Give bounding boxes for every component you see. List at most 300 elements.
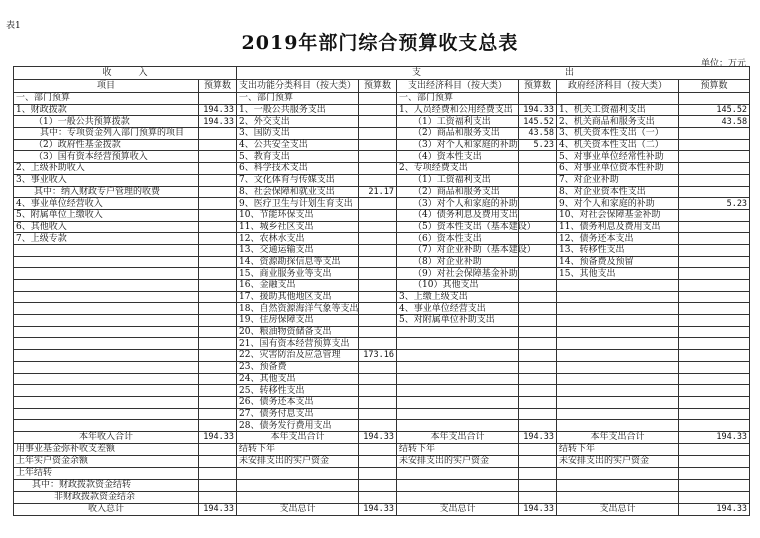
table-cell: 3、上缴上级支出 — [397, 291, 519, 303]
income-grand-label: 收入总计 — [14, 503, 199, 515]
table-cell: 19、住房保障支出 — [237, 315, 359, 327]
table-cell: （4）债务利息及费用支出 — [397, 209, 519, 221]
amount-cell — [359, 373, 397, 385]
table-cell: 6、对事业单位资本性补助 — [557, 163, 679, 175]
table-cell: 15、其他支出 — [557, 268, 679, 280]
table-cell — [397, 326, 519, 338]
table-cell: 1、人员经费和公用经费支出 — [397, 104, 519, 116]
table-cell: 2、上级补助收入 — [14, 163, 199, 175]
table-row — [14, 221, 750, 233]
amount-cell — [519, 396, 557, 408]
amount-cell — [519, 326, 557, 338]
amount-cell — [679, 221, 750, 233]
amount-cell — [199, 361, 237, 373]
table-cell — [14, 326, 199, 338]
amount-cell — [679, 244, 750, 256]
gov-grand-value: 194.33 — [679, 503, 750, 515]
gov-grand-label: 支出总计 — [557, 503, 679, 515]
amount-cell — [519, 385, 557, 397]
func-header: 支出功能分类科目（按大类） — [237, 80, 359, 93]
table-cell — [557, 326, 679, 338]
amount-cell — [359, 104, 397, 116]
table-cell: 11、债务利息及费用支出 — [557, 221, 679, 233]
table-cell — [557, 350, 679, 362]
amount-cell — [199, 268, 237, 280]
table-cell: 15、商业服务业等支出 — [237, 268, 359, 280]
table-cell: 8、对企业资本性支出 — [557, 186, 679, 198]
table-row — [14, 350, 750, 362]
func-grand-value: 194.33 — [359, 503, 397, 515]
table-cell: （10）其他支出 — [397, 280, 519, 292]
table-row — [14, 256, 750, 268]
amount-cell — [679, 93, 750, 105]
table-cell — [557, 303, 679, 315]
table-cell: 1、财政拨款 — [14, 104, 199, 116]
table-cell: 其中：财政拨款资金结转 — [14, 479, 199, 491]
amount-cell — [519, 93, 557, 105]
table-cell — [557, 396, 679, 408]
amount-cell — [519, 420, 557, 432]
amount-cell — [359, 198, 397, 210]
table-cell — [397, 373, 519, 385]
table-cell: 10、对社会保障基金补助 — [557, 209, 679, 221]
amount-cell — [359, 280, 397, 292]
table-cell — [14, 350, 199, 362]
table-cell: 18、自然资源海洋气象等支出 — [237, 303, 359, 315]
table-row — [14, 244, 750, 256]
amount-cell — [519, 163, 557, 175]
table-cell: 5、对附属单位补助支出 — [397, 315, 519, 327]
table-cell: 13、交通运输支出 — [237, 244, 359, 256]
table-cell: 4、机关资本性支出（二） — [557, 139, 679, 151]
table-cell: （1）一般公共预算拨款 — [14, 116, 199, 128]
gov-header: 政府经济科目（按大类） — [557, 80, 679, 93]
table-cell: 1、机关工资福利支出 — [557, 104, 679, 116]
table-cell: 5、教育支出 — [237, 151, 359, 163]
table-cell: 20、粮油物资储备支出 — [237, 326, 359, 338]
amount-cell — [519, 373, 557, 385]
amount-cell — [359, 128, 397, 140]
table-row — [14, 408, 750, 420]
table-cell: 10、节能环保支出 — [237, 209, 359, 221]
table-cell — [397, 350, 519, 362]
amount-cell: 43.58 — [519, 128, 557, 140]
amount-cell — [519, 280, 557, 292]
table-cell: 12、农林水支出 — [237, 233, 359, 245]
amount-cell — [199, 350, 237, 362]
func-grand-label: 支出总计 — [237, 503, 359, 515]
table-cell: 8、社会保障和就业支出 — [237, 186, 359, 198]
amount-cell — [679, 408, 750, 420]
table-cell — [14, 408, 199, 420]
table-cell: 未安排支出的实户资金 — [237, 455, 359, 467]
table-cell: 用事业基金弥补收支差额 — [14, 443, 199, 455]
table-row — [14, 233, 750, 245]
amount-cell — [679, 174, 750, 186]
table-cell: （2）政府性基金拨款 — [14, 139, 199, 151]
amount-cell: 173.16 — [359, 350, 397, 362]
amount-cell — [519, 408, 557, 420]
table-row — [14, 338, 750, 350]
amount-cell — [519, 350, 557, 362]
amount-cell — [359, 268, 397, 280]
amount-cell — [679, 128, 750, 140]
amount-cell — [199, 280, 237, 292]
amount-cell — [199, 221, 237, 233]
budget-table — [13, 66, 750, 516]
amount-cell — [199, 408, 237, 420]
table-row — [14, 373, 750, 385]
table-cell: 结转下年 — [397, 443, 519, 455]
table-cell — [14, 244, 199, 256]
econ-header: 支出经济科目（按大类） — [397, 80, 519, 93]
amount-cell: 145.52 — [519, 116, 557, 128]
amount-cell — [519, 268, 557, 280]
table-row — [14, 128, 750, 140]
table-cell — [14, 338, 199, 350]
income-total-label: 本年收入合计 — [14, 431, 199, 443]
amount-cell — [199, 244, 237, 256]
amount-cell — [519, 198, 557, 210]
table-cell: （1）工资福利支出 — [397, 116, 519, 128]
table-cell: 22、灾害防治及应急管理 — [237, 350, 359, 362]
amount-cell — [679, 233, 750, 245]
amount-cell — [199, 256, 237, 268]
table-cell: （1）工资福利支出 — [397, 174, 519, 186]
amount-cell — [679, 303, 750, 315]
amount-cell — [679, 361, 750, 373]
budget-header: 预算数 — [359, 80, 397, 93]
table-row — [14, 104, 750, 116]
econ-grand-label: 支出总计 — [397, 503, 519, 515]
amount-cell — [199, 326, 237, 338]
amount-cell — [199, 315, 237, 327]
table-row — [14, 326, 750, 338]
table-cell: 23、预备费 — [237, 361, 359, 373]
amount-cell — [199, 209, 237, 221]
amount-cell — [199, 385, 237, 397]
amount-cell — [359, 385, 397, 397]
amount-cell — [679, 396, 750, 408]
amount-cell — [519, 303, 557, 315]
table-cell — [14, 420, 199, 432]
table-cell — [557, 338, 679, 350]
amount-cell: 194.33 — [199, 116, 237, 128]
table-row — [14, 303, 750, 315]
amount-cell — [199, 233, 237, 245]
table-cell: 14、预备费及预留 — [557, 256, 679, 268]
amount-cell — [679, 338, 750, 350]
table-row — [14, 93, 750, 105]
table-cell: 其中：专项资金列入部门预算的项目 — [14, 128, 199, 140]
amount-cell — [359, 420, 397, 432]
amount-cell — [359, 396, 397, 408]
table-cell — [557, 315, 679, 327]
amount-cell — [359, 361, 397, 373]
table-cell: 上年结转 — [14, 467, 199, 479]
amount-cell — [519, 315, 557, 327]
table-row — [14, 385, 750, 397]
table-cell — [14, 268, 199, 280]
amount-cell — [359, 256, 397, 268]
table-cell — [397, 408, 519, 420]
amount-cell — [679, 268, 750, 280]
table-cell — [397, 361, 519, 373]
table-cell: 16、金融支出 — [237, 280, 359, 292]
table-cell: （7）对企业补助（基本建设） — [397, 244, 519, 256]
amount-cell: 21.17 — [359, 186, 397, 198]
table-row — [14, 268, 750, 280]
amount-cell — [359, 326, 397, 338]
table-cell: 17、援助其他地区支出 — [237, 291, 359, 303]
econ-grand-value: 194.33 — [519, 503, 557, 515]
amount-cell — [519, 338, 557, 350]
table-footer — [14, 431, 750, 515]
amount-cell — [199, 291, 237, 303]
income-header: 收 入 — [14, 67, 237, 80]
table-cell: 7、文化体育与传媒支出 — [237, 174, 359, 186]
amount-cell — [359, 408, 397, 420]
table-cell: （3）国有资本经营预算收入 — [14, 151, 199, 163]
table-cell — [397, 385, 519, 397]
table-cell: 未安排支出的实户资金 — [397, 455, 519, 467]
amount-cell — [679, 139, 750, 151]
table-cell — [557, 361, 679, 373]
table-cell: 6、其他收入 — [14, 221, 199, 233]
amount-cell — [359, 221, 397, 233]
amount-cell — [359, 139, 397, 151]
amount-cell: 145.52 — [679, 104, 750, 116]
table-cell — [14, 361, 199, 373]
table-cell: 21、国有资本经营预算支出 — [237, 338, 359, 350]
table-cell: 一、部门预算 — [397, 93, 519, 105]
gov-total-label: 本年支出合计 — [557, 431, 679, 443]
table-cell: 3、事业收入 — [14, 174, 199, 186]
table-cell: 2、外交支出 — [237, 116, 359, 128]
table-cell: 9、对个人和家庭的补助 — [557, 198, 679, 210]
budget-header: 预算数 — [519, 80, 557, 93]
amount-cell — [359, 163, 397, 175]
func-total-label: 本年支出合计 — [237, 431, 359, 443]
table-cell — [14, 385, 199, 397]
amount-cell — [199, 373, 237, 385]
table-row — [14, 361, 750, 373]
amount-cell — [519, 361, 557, 373]
table-row — [14, 139, 750, 151]
econ-total-value: 194.33 — [519, 431, 557, 443]
table-cell — [557, 408, 679, 420]
amount-cell — [199, 174, 237, 186]
amount-cell — [199, 93, 237, 105]
amount-cell — [359, 338, 397, 350]
amount-cell: 5.23 — [519, 139, 557, 151]
table-body — [14, 93, 750, 432]
table-cell: 1、一般公共服务支出 — [237, 104, 359, 116]
table-cell: 6、科学技术支出 — [237, 163, 359, 175]
table-cell — [557, 385, 679, 397]
amount-cell: 194.33 — [519, 104, 557, 116]
table-row — [14, 174, 750, 186]
amount-cell — [679, 186, 750, 198]
amount-cell — [199, 186, 237, 198]
amount-cell — [679, 385, 750, 397]
expense-header: 支 出 — [237, 67, 750, 80]
table-cell: 5、附属单位上缴收入 — [14, 209, 199, 221]
amount-cell — [679, 420, 750, 432]
amount-cell — [359, 244, 397, 256]
table-row — [14, 280, 750, 292]
amount-cell — [199, 338, 237, 350]
unit-label: 单位：万元 — [700, 59, 746, 69]
budget-header: 预算数 — [679, 80, 750, 93]
page-title: 2019年部门综合预算收支总表 — [241, 32, 519, 54]
table-cell: （8）对企业补助 — [397, 256, 519, 268]
amount-cell — [199, 396, 237, 408]
table-cell — [14, 315, 199, 327]
amount-cell — [359, 303, 397, 315]
table-cell: 26、债务还本支出 — [237, 396, 359, 408]
amount-cell — [359, 93, 397, 105]
table-number: 表1 — [6, 21, 21, 31]
amount-cell — [519, 233, 557, 245]
amount-cell — [519, 174, 557, 186]
table-cell: 3、国防支出 — [237, 128, 359, 140]
table-cell — [397, 420, 519, 432]
table-cell: （2）商品和服务支出 — [397, 186, 519, 198]
amount-cell — [679, 280, 750, 292]
table-cell: （3）对个人和家庭的补助 — [397, 139, 519, 151]
budget-header: 预算数 — [199, 80, 237, 93]
amount-cell: 43.58 — [679, 116, 750, 128]
table-cell: 27、债务付息支出 — [237, 408, 359, 420]
table-row — [14, 420, 750, 432]
table-cell: 其中：纳入财政专户管理的收费 — [14, 186, 199, 198]
amount-cell: 5.23 — [679, 198, 750, 210]
amount-cell — [679, 350, 750, 362]
table-cell — [14, 256, 199, 268]
table-cell: （5）资本性支出（基本建设） — [397, 221, 519, 233]
table-cell: 3、机关资本性支出（一） — [557, 128, 679, 140]
amount-cell — [679, 326, 750, 338]
table-cell: 结转下年 — [237, 443, 359, 455]
table-cell — [557, 280, 679, 292]
table-cell: 2、机关商品和服务支出 — [557, 116, 679, 128]
amount-cell — [199, 303, 237, 315]
table-cell: 5、对事业单位经常性补助 — [557, 151, 679, 163]
table-cell: 一、部门预算 — [14, 93, 199, 105]
table-cell: 28、债务发行费用支出 — [237, 420, 359, 432]
table-cell — [14, 303, 199, 315]
table-cell: （6）资本性支出 — [397, 233, 519, 245]
table-cell: 7、对企业补助 — [557, 174, 679, 186]
table-cell — [557, 93, 679, 105]
table-cell: 结转下年 — [557, 443, 679, 455]
amount-cell — [359, 116, 397, 128]
amount-cell — [359, 315, 397, 327]
amount-cell — [519, 186, 557, 198]
amount-cell — [519, 256, 557, 268]
table-cell — [14, 280, 199, 292]
table-row — [14, 315, 750, 327]
table-cell: 4、事业单位经营支出 — [397, 303, 519, 315]
income-grand-value: 194.33 — [199, 503, 237, 515]
amount-cell — [679, 209, 750, 221]
table-cell: 2、专项经费支出 — [397, 163, 519, 175]
income-total-value: 194.33 — [199, 431, 237, 443]
func-total-value: 194.33 — [359, 431, 397, 443]
table-row — [14, 116, 750, 128]
table-cell: 上年实户资金余额 — [14, 455, 199, 467]
table-cell: （3）对个人和家庭的补助 — [397, 198, 519, 210]
amount-cell — [679, 315, 750, 327]
table-cell: （4）资本性支出 — [397, 151, 519, 163]
table-cell: 13、转移性支出 — [557, 244, 679, 256]
table-cell: （2）商品和服务支出 — [397, 128, 519, 140]
amount-cell: 194.33 — [199, 104, 237, 116]
econ-total-label: 本年支出合计 — [397, 431, 519, 443]
table-cell — [557, 373, 679, 385]
table-cell: 7、上级专款 — [14, 233, 199, 245]
table-row — [14, 198, 750, 210]
amount-cell — [199, 128, 237, 140]
amount-cell — [679, 163, 750, 175]
amount-cell — [199, 163, 237, 175]
table-row — [14, 209, 750, 221]
amount-cell — [359, 233, 397, 245]
amount-cell — [519, 291, 557, 303]
table-cell: 25、转移性支出 — [237, 385, 359, 397]
table-cell — [14, 373, 199, 385]
gov-total-value: 194.33 — [679, 431, 750, 443]
table-cell: 非财政拨款资金结余 — [14, 491, 199, 503]
table-cell: 9、医疗卫生与计划生育支出 — [237, 198, 359, 210]
table-cell: 12、债务还本支出 — [557, 233, 679, 245]
table-cell — [557, 291, 679, 303]
amount-cell — [199, 151, 237, 163]
table-cell: 4、公共安全支出 — [237, 139, 359, 151]
amount-cell — [359, 174, 397, 186]
table-row — [14, 291, 750, 303]
amount-cell — [359, 151, 397, 163]
table-cell: 一、部门预算 — [237, 93, 359, 105]
table-cell: （9）对社会保障基金补助 — [397, 268, 519, 280]
table-row — [14, 396, 750, 408]
amount-cell — [519, 151, 557, 163]
item-header: 项目 — [14, 80, 199, 93]
amount-cell — [679, 151, 750, 163]
amount-cell — [199, 139, 237, 151]
table-cell: 4、事业单位经营收入 — [14, 198, 199, 210]
table-cell: 未安排支出的实户资金 — [557, 455, 679, 467]
table-row — [14, 163, 750, 175]
table-cell: 24、其他支出 — [237, 373, 359, 385]
table-cell — [397, 396, 519, 408]
table-cell — [397, 338, 519, 350]
table-row — [14, 151, 750, 163]
amount-cell — [679, 373, 750, 385]
table-cell — [557, 420, 679, 432]
table-cell: 11、城乡社区支出 — [237, 221, 359, 233]
table-cell — [14, 291, 199, 303]
amount-cell — [679, 256, 750, 268]
table-row — [14, 186, 750, 198]
amount-cell — [199, 420, 237, 432]
table-cell — [14, 396, 199, 408]
amount-cell — [519, 209, 557, 221]
amount-cell — [199, 198, 237, 210]
amount-cell — [359, 209, 397, 221]
amount-cell — [679, 291, 750, 303]
